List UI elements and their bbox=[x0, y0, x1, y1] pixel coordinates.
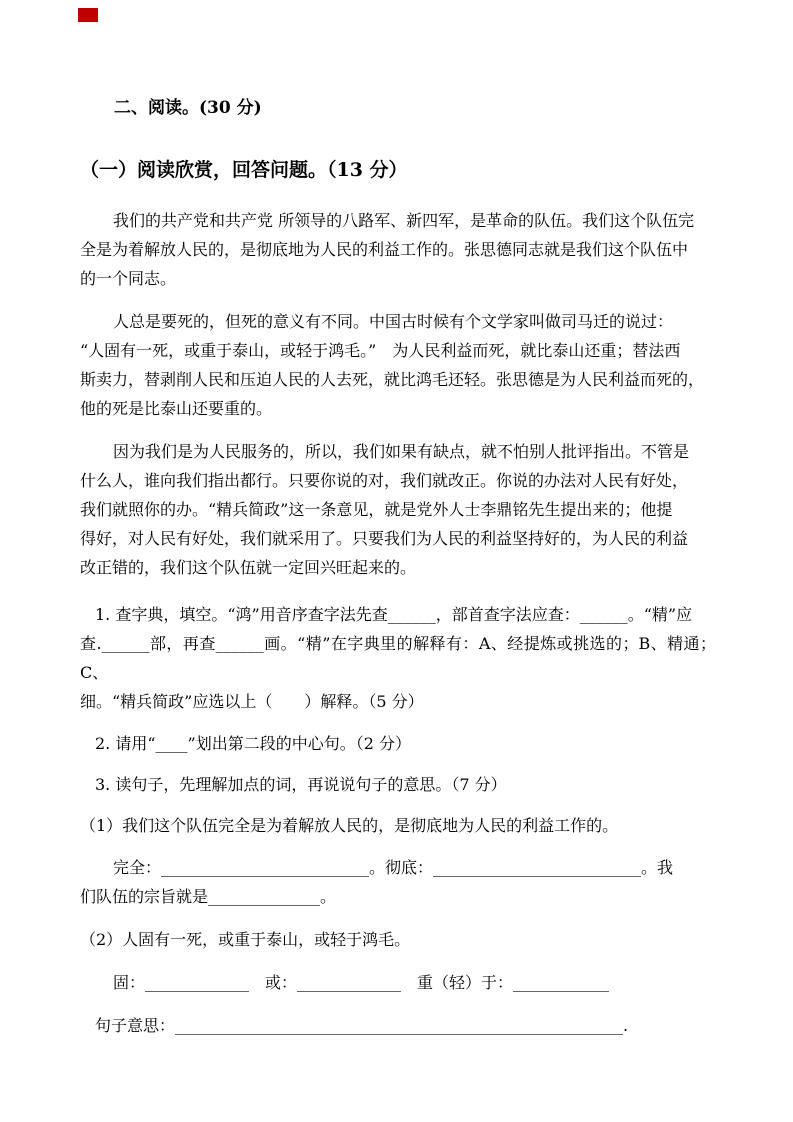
passage-paragraph-2 bbox=[80, 307, 716, 423]
sentence-meaning-line: 句子意思：________________________________________________________. bbox=[95, 1016, 629, 1035]
text-line: 得好，对人民有好处，我们就采用了。只要我们为人民的利益坚持好的，为人民的利益 bbox=[80, 529, 689, 548]
subsection-title: （一）阅读欣赏，回答问题。（13 分） bbox=[80, 159, 408, 181]
question-3-sub-2-answer: 固：_____________ 或：_____________ 重（轻）于：____________ bbox=[113, 973, 610, 992]
text-line: 们队伍的宗旨就是______________。 bbox=[80, 887, 337, 906]
passage-paragraph-1 bbox=[80, 206, 716, 293]
text-line: 什么人，谁向我们指出都行。只要你说的对，我们就改正。你说的办法对人民有好处， bbox=[80, 471, 689, 490]
text-line: 因为我们是为人民服务的，所以，我们如果有缺点，就不怕别人批评指出。不管是 bbox=[113, 442, 690, 461]
text-line: 改正错的，我们这个队伍就一定回兴旺起来的。 bbox=[80, 558, 417, 577]
passage-paragraph-3 bbox=[80, 437, 716, 582]
text-line: 完全：__________________________。彻底：__________________________。我 bbox=[113, 858, 674, 877]
text-line: 他的死是比泰山还要重的。 bbox=[80, 399, 273, 418]
question-3-sub-2: （2）人固有一死，或重于泰山，或轻于鸿毛。 bbox=[80, 930, 411, 949]
text-line: 细。“精兵简政”应选以上（ ）解释。（5 分） bbox=[80, 692, 424, 711]
text-line: 的一个同志。 bbox=[80, 269, 177, 288]
section-title: 二、阅读。(30 分) bbox=[114, 98, 262, 118]
text-line: 全是为着解放人民的，是彻底地为人民的利益工作的。张思德同志就是我们这个队伍中 bbox=[80, 240, 689, 259]
text-line: 人总是要死的，但死的意义有不同。中国古时候有个文学家叫做司马迁的说过： bbox=[113, 312, 674, 331]
text-line: 我们的共产党和共产党 所领导的八路军、新四军，是革命的队伍。我们这个队伍完 bbox=[113, 211, 695, 230]
text-line: “人固有一死，或重于泰山，或轻于鸿毛。” 为人民利益而死，就比泰山还重；替法西 bbox=[80, 341, 681, 360]
text-line: 查.______部，再查______画。“精”在字典里的解释有：A、经提炼或挑选的；B、精通；C、 bbox=[80, 634, 716, 682]
document-content bbox=[80, 0, 716, 1040]
question-1 bbox=[80, 600, 716, 716]
text-line: 我们就照你的办。“精兵简政”这一条意见，就是党外人士李鼎铭先生提出来的；他提 bbox=[80, 500, 673, 519]
text-line: 1. 查字典，填空。“鸿”用音序查字法先查______，部首查字法应查：______。“精”应 bbox=[95, 605, 693, 624]
question-3-sub-1-answer bbox=[80, 853, 716, 911]
text-line: 斯卖力，替剥削人民和压迫人民的人去死，就比鸿毛还轻。张思德是为人民利益而死的， bbox=[80, 370, 705, 389]
question-2: 2. 请用“____”划出第二段的中心句。（2 分） bbox=[95, 734, 411, 753]
question-3-sub-1: （1）我们这个队伍完全是为着解放人民的，是彻底地为人民的利益工作的。 bbox=[80, 816, 619, 835]
question-3: 3. 读句子，先理解加点的词，再说说句子的意思。（7 分） bbox=[95, 775, 507, 794]
